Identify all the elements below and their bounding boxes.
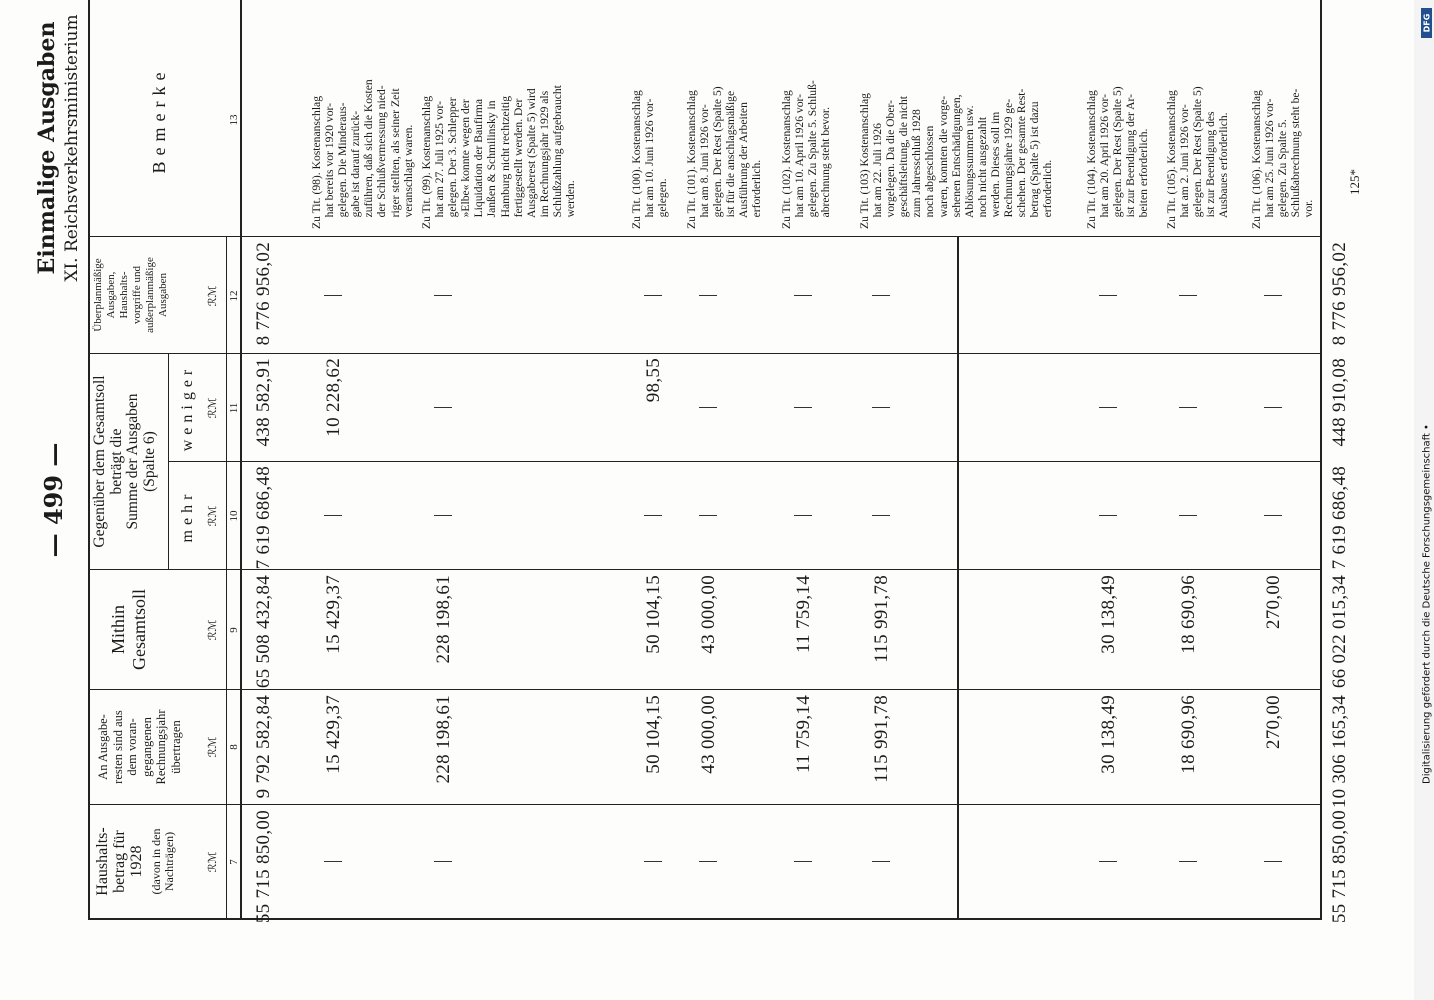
cell-col8: 43 000,00: [698, 695, 719, 774]
header-col13: Bemerke: [149, 66, 169, 174]
empty-dash: [794, 295, 812, 296]
remark-note: Zu Tit. (98). Kostenanschlag hat bereits vor 1920 vor- gelegen. Die Minderaus- gabe ist darauf zurück- zuführen, daß sich die Kosten der Schlußvermessung nied- riger stellten, als seiner Zeit veranschlagt waren.: [310, 79, 415, 229]
sum-col8: 10 306 165,34: [1329, 695, 1350, 809]
cell-col9: 15 429,37: [323, 575, 344, 654]
table-top-rule: [88, 0, 90, 920]
dfg-logo-icon: [1421, 8, 1432, 38]
cell-col9: 30 138,49: [1098, 575, 1119, 654]
empty-dash: [872, 295, 890, 296]
total-col12: 8 776 956,02: [253, 242, 274, 346]
column-number: 8: [228, 744, 240, 750]
ministry-heading: XI. Reichsverkehrsministerium: [62, 14, 82, 282]
empty-dash: [699, 295, 717, 296]
cell-col11: 10 228,62: [323, 358, 344, 437]
empty-dash: [794, 515, 812, 516]
header-group-10-11: Gegenüber dem Gesamtsoll beträgt die Summe der Ausgaben (Spalte 6): [91, 375, 158, 548]
cell-col9: 115 991,78: [871, 575, 892, 663]
table-bottom-rule: [1320, 0, 1322, 920]
empty-dash: [1099, 861, 1117, 862]
sum-col12: 8 776 956,02: [1329, 242, 1350, 346]
empty-dash: [1264, 861, 1282, 862]
cell-col8: 30 138,49: [1098, 695, 1119, 774]
column-number: 12: [228, 290, 240, 302]
empty-dash: [1264, 515, 1282, 516]
cell-col9: 270,00: [1263, 575, 1284, 630]
cell-col9: 43 000,00: [698, 575, 719, 654]
cell-col8: 228 198,61: [433, 695, 454, 784]
cell-col8: 15 429,37: [323, 695, 344, 774]
cell-col8: 270,00: [1263, 695, 1284, 750]
header-col7: Haushalts- betrag für 1928: [94, 827, 145, 896]
sum-col7: 55 715 850,00: [1329, 810, 1350, 924]
empty-dash: [644, 515, 662, 516]
empty-dash: [872, 407, 890, 408]
header-col10: mehr: [179, 489, 196, 543]
sum-col11: 448 910,08: [1329, 358, 1350, 447]
total-col10: 7 619 686,48: [253, 466, 274, 570]
empty-dash: [1264, 407, 1282, 408]
header-col8: An Ausgabe- resten sind aus dem voran- gegangenen Rechnungsjahr übertragen: [96, 709, 183, 785]
cell-col9: 11 759,14: [793, 575, 814, 653]
empty-dash: [324, 861, 342, 862]
header-col9: Mithin Gesamtsoll: [108, 589, 149, 670]
empty-dash: [872, 515, 890, 516]
digitization-note: Digitalisierung gefördert durch die Deutsche Forschungsgemeinschaft •: [1421, 424, 1433, 784]
empty-dash: [434, 295, 452, 296]
remark-note: Zu Tit. (101). Kostenanschlag hat am 8. Juni 1926 vor- gelegen. Der Rest (Spalte 5) ist für die anschlagsmäßige Ausführung der Arbeiten erforderlich.: [685, 86, 764, 229]
remark-note: Zu Tit. (103) Kostenanschlag hat am 22. Juli 1926 vorgelegen. Da die Ober- geschäftsleitung, die nicht zum Jahresschluß 1928 noch abgeschlossen waren, konnten die vorge- sehenen Entschädigungen, Ablösungssummen usw. noch nicht ausgezahlt werden. Dieses soll im Rechnungsjahre 1929 ge- schehen. Der gesamte Rest- betrag (Spalte 5) ist dazu erforderlich.: [858, 88, 1055, 229]
empty-dash: [434, 407, 452, 408]
remark-note: Zu Tit. (106). Kostenanschlag hat am 25. Juni 1926 vor- gelegen. Zu Spalte 5. Schlußabrechnung steht be- vor.: [1250, 88, 1316, 229]
remark-note: Zu Tit. (104). Kostenanschlag hat am 20. April 1926 vor- gelegen. Der Rest (Spalte 5) ist zur Beendigung der Ar- beiten erforderlich.: [1085, 86, 1151, 229]
empty-dash: [1264, 295, 1282, 296]
empty-dash: [1099, 515, 1117, 516]
footer-mark: 125*: [1347, 169, 1362, 195]
column-divider: [88, 353, 1322, 354]
unit-label: ℛℳ: [207, 851, 219, 873]
empty-dash: [644, 861, 662, 862]
column-number: 9: [228, 627, 240, 633]
column-number-rule: [226, 237, 227, 920]
cell-col8: 115 991,78: [871, 695, 892, 783]
empty-dash: [1179, 515, 1197, 516]
column-number: 13: [228, 114, 240, 126]
total-col11: 438 582,91: [253, 358, 274, 447]
cell-col9: 50 104,15: [643, 575, 664, 654]
group-rule: [168, 354, 169, 570]
header-col11: weniger: [179, 364, 196, 452]
column-number: 11: [228, 402, 240, 414]
cell-col9: 18 690,96: [1178, 575, 1199, 654]
remark-note: Zu Tit. (102). Kostenanschlag hat am 10. April 1926 vor- gelegen. Zu Spalte 5. Schluß- abrechnung steht bevor.: [780, 80, 833, 229]
empty-dash: [324, 295, 342, 296]
remark-note: Zu Tit. (99). Kostenanschlag hat am 27. Juli 1925 vor- gelegen. Der 3. Schlepper »Elbe« konnte wegen der Liquidation der Baufirma Janßen & Schmilinsky in Hamburg nicht rechtzeitig fertiggestellt werden. Der Ausgaberest (Spalte 5) wird im Rechnungsjahr 1929 als Schlußzahlung aufgebraucht werden.: [420, 85, 578, 229]
remark-note: Zu Tit. (100). Kostenanschlag hat am 10. Juni 1926 vor- gelegen.: [630, 90, 670, 229]
empty-dash: [1179, 861, 1197, 862]
unit-label: ℛℳ: [207, 505, 219, 527]
sum-col9: 66 022 015,34: [1329, 575, 1350, 689]
total-col8: 9 792 582,84: [253, 695, 274, 799]
unit-label: ℛℳ: [207, 397, 219, 419]
header-col12: Überplanmäßige Ausgaben, Haushalts- vorgriffe und außerplanmäßige Ausgaben: [92, 257, 169, 333]
page-number: — 499 —: [39, 442, 68, 558]
column-divider: [88, 804, 1322, 805]
cell-col8: 11 759,14: [793, 695, 814, 773]
cell-col8: 50 104,15: [643, 695, 664, 774]
sum-rule: [957, 237, 959, 920]
empty-dash: [1179, 407, 1197, 408]
table-header-rule: [240, 0, 242, 920]
cell-col8: 18 690,96: [1178, 695, 1199, 774]
empty-dash: [644, 295, 662, 296]
empty-dash: [699, 861, 717, 862]
empty-dash: [1179, 295, 1197, 296]
remark-note: Zu Tit. (105). Kostenanschlag hat am 2. Juni 1926 vor- gelegen. Der Rest (Spalte 5) ist zur Beendigung des Ausbaues erforderlich.: [1165, 86, 1231, 229]
column-number: 10: [228, 510, 240, 522]
cell-col9: 228 198,61: [433, 575, 454, 664]
empty-dash: [434, 861, 452, 862]
empty-dash: [699, 515, 717, 516]
empty-dash: [794, 861, 812, 862]
page-title: Einmalige Ausgaben: [34, 21, 60, 275]
unit-label: ℛℳ: [207, 619, 219, 641]
dfg-logo-text: DFG: [1422, 13, 1431, 33]
empty-dash: [324, 515, 342, 516]
unit-label: ℛℳ: [207, 285, 219, 307]
column-divider: [168, 461, 1322, 462]
empty-dash: [872, 861, 890, 862]
empty-dash: [1099, 295, 1117, 296]
column-number: 7: [228, 859, 240, 865]
empty-dash: [434, 515, 452, 516]
cell-col11: 98,55: [643, 358, 664, 403]
header-col7-sub: (davon in den Nachträgen): [149, 828, 176, 895]
empty-dash: [699, 407, 717, 408]
unit-label: ℛℳ: [207, 736, 219, 758]
column-divider: [88, 689, 1322, 690]
column-divider: [88, 236, 1322, 237]
empty-dash: [1099, 407, 1117, 408]
sum-col10: 7 619 686,48: [1329, 466, 1350, 570]
total-col9: 65 508 432,84: [253, 575, 274, 689]
empty-dash: [794, 407, 812, 408]
total-col7: 55 715 850,00: [253, 810, 274, 924]
